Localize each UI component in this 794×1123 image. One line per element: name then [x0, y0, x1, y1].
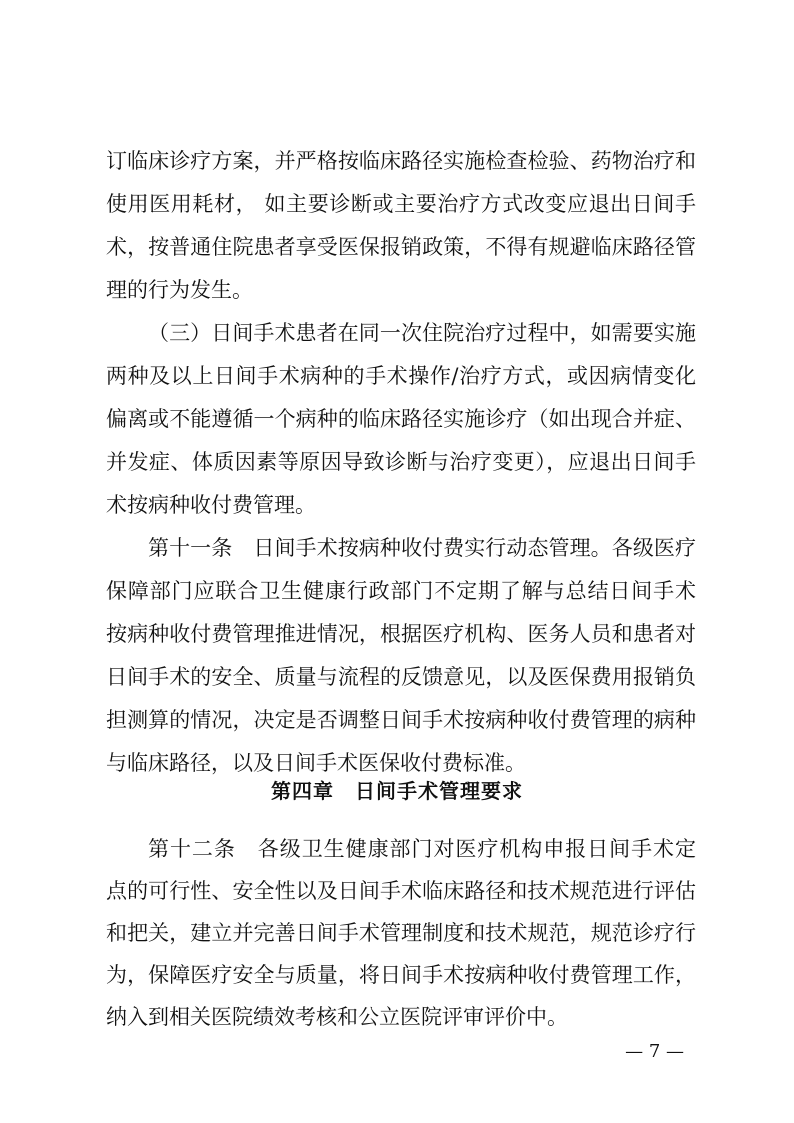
paragraph-line: 使用医用耗材， 如主要诊断或主要治疗方式改变应退出日间手 — [106, 192, 696, 216]
paragraph-line: 纳入到相关医院绩效考核和公立医院评审评价中。 — [106, 1005, 568, 1029]
paragraph-line: 第十一条 日间手术按病种收付费实行动态管理。各级医疗 — [148, 536, 696, 560]
paragraph-line: 和把关，建立并完善日间手术管理制度和技术规范，规范诊疗行 — [106, 921, 696, 945]
paragraph-line: 保障部门应联合卫生健康行政部门不定期了解与总结日间手术 — [106, 579, 696, 603]
paragraph-line: 术，按普通住院患者享受医保报销政策，不得有规避临床路径管 — [106, 235, 696, 259]
chapter-heading: 第四章 日间手术管理要求 — [271, 779, 523, 803]
paragraph-line: 订临床诊疗方案，并严格按临床路径实施检查检验、药物治疗和 — [106, 149, 696, 173]
paragraph-line: 按病种收付费管理推进情况，根据医疗机构、医务人员和患者对 — [106, 622, 696, 646]
paragraph-line: 并发症、体质因素等原因导致诊断与治疗变更），应退出日间手 — [106, 450, 696, 474]
paragraph-line: 两种及以上日间手术病种的手术操作/治疗方式，或因病情变化 — [106, 364, 696, 388]
page-number: — 7 — — [625, 1041, 684, 1062]
paragraph-line: 为，保障医疗安全与质量，将日间手术按病种收付费管理工作， — [106, 963, 696, 987]
paragraph-line: 第十二条 各级卫生健康部门对医疗机构申报日间手术定 — [148, 837, 696, 861]
paragraph-line: 日间手术的安全、质量与流程的反馈意见，以及医保费用报销负 — [106, 665, 696, 689]
paragraph-line: 偏离或不能遵循一个病种的临床路径实施诊疗（如出现合并症、 — [106, 407, 696, 431]
paragraph-line: 担测算的情况，决定是否调整日间手术按病种收付费管理的病种 — [106, 708, 696, 732]
paragraph-line: （三）日间手术患者在同一次住院治疗过程中，如需要实施 — [148, 321, 696, 345]
paragraph-line: 术按病种收付费管理。 — [106, 493, 316, 517]
paragraph-line: 理的行为发生。 — [106, 278, 253, 302]
paragraph-line: 点的可行性、安全性以及日间手术临床路径和技术规范进行评估 — [106, 879, 696, 903]
paragraph-line: 与临床路径，以及日间手术医保收付费标准。 — [106, 751, 526, 775]
